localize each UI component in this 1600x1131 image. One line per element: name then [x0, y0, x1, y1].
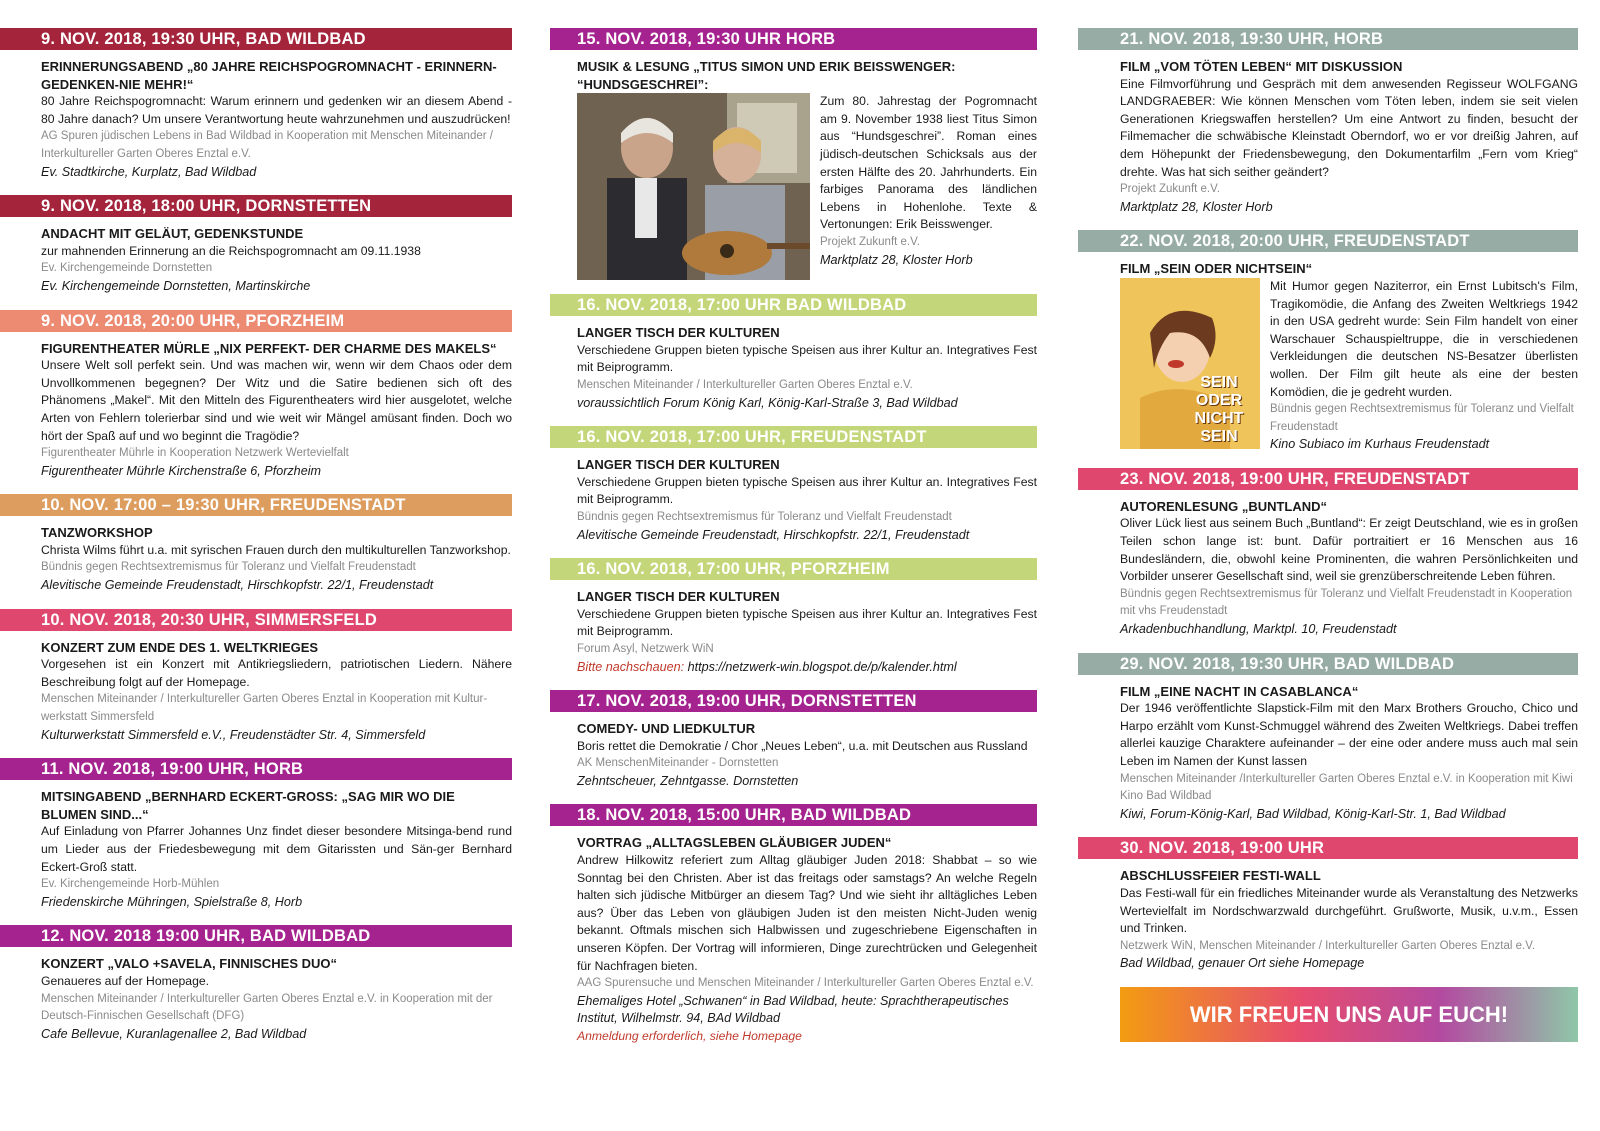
event-card [1078, 837, 1578, 973]
event-date-header: 21. NOV. 2018, 19:30 UHR, HORB [1078, 28, 1578, 50]
event-card [0, 609, 512, 745]
event-title: COMEDY- UND LIEDKULTUR [577, 721, 756, 737]
event-venue: Ev. Stadtkirche, Kurplatz, Bad Wildbad [41, 164, 257, 179]
event-venue: voraussichtlich Forum König Karl, König-Karl-Straße 3, Bad Wildbad [577, 395, 958, 410]
registration-note: Anmeldung erforderlich, siehe Homepage [577, 1029, 802, 1043]
event-organizer: Netzwerk WiN, Menschen Miteinander / Interkultureller Garten Oberes Enztal e.V. [1120, 939, 1536, 952]
event-title: LANGER TISCH DER KULTUREN [577, 457, 780, 473]
event-date-header: 9. NOV. 2018, 18:00 UHR, DORNSTETTEN [0, 195, 512, 217]
event-title: MITSINGABEND „BERNHARD ECKERT-GROSS: „SAG MIR WO DIE BLUMEN SIND...“ [41, 789, 455, 822]
event-card [0, 758, 512, 911]
event-card [550, 28, 1037, 280]
event-title: FILM „VOM TÖTEN LEBEN“ MIT DISKUSSION [1120, 59, 1403, 74]
event-date-header: 10. NOV. 17:00 – 19:30 UHR, FREUDENSTADT [0, 494, 512, 516]
event-date-header: 11. NOV. 2018, 19:00 UHR, HORB [0, 758, 512, 780]
event-date-header: 29. NOV. 2018, 19:30 UHR, BAD WILDBAD [1078, 653, 1578, 675]
event-organizer: Projekt Zukunft e.V. [820, 235, 920, 248]
event-title: LANGER TISCH DER KULTUREN [577, 589, 780, 605]
event-description: Mit Humor gegen Naziterror, ein Ernst Lubitsch's Film, Tragikomödie, die Anfang des Zweiten Weltkriegs 1942 in den USA gedreht wurde: Sein Film handelt von einer Warschauer Schauspieltruppe, die in verschiedenen Verkleidungen die deutschen NS-Besatzer überlisten wollen. Der Film gilt heute als eine der besten Komödien, die je gedreht wurden. [1270, 278, 1578, 399]
event-date-header: 22. NOV. 2018, 20:00 UHR, FREUDENSTADT [1078, 230, 1578, 252]
event-venue: Kino Subiaco im Kurhaus Freudenstadt [1270, 437, 1490, 452]
event-description: Eine Filmvorführung und Gespräch mit dem anwesenden Regisseur WOLFGANG LANDGRAEBER: Wie können Menschen vom Töten leben, indem sie seit vielen Generationen Kriegswaffen herstellen? Um eine Antwort zu finden, besucht der Filmemacher die schwäbische Kleinstadt Oberndorf, wo er vor dreißig Jahren, auf dem Höhepunkt der Friedensbewegung, den Dokumentarfilm „Fern vom Krieg“ drehte. Was hat sich seither geändert? [1120, 76, 1578, 179]
event-card [1078, 230, 1578, 454]
event-date-header: 30. NOV. 2018, 19:00 UHR [1078, 837, 1578, 859]
event-venue: Kulturwerkstatt Simmersfeld e.V., Freudenstädter Str. 4, Simmersfeld [41, 727, 426, 742]
event-organizer: Bündnis gegen Rechtsextremismus für Toleranz und Vielfalt Freudenstadt [41, 561, 416, 574]
check-note: Bitte nachschauen: [577, 659, 688, 674]
event-venue: Kiwi, Forum-König-Karl, Bad Wildbad, König-Karl-Str. 1, Bad Wildbad [1120, 806, 1506, 821]
column-right [1078, 28, 1578, 1042]
event-description: Verschiedene Gruppen bieten typische Speisen aus ihrer Kultur an. Integratives Fest mit Beiprogramm. [577, 606, 1037, 639]
event-title: TANZWORKSHOP [41, 525, 153, 541]
event-venue: Alevitische Gemeinde Freudenstadt, Hirschkopfstr. 22/1, Freudenstadt [41, 578, 434, 593]
event-card [0, 310, 512, 481]
column-left [0, 28, 512, 1057]
event-card [550, 690, 1037, 790]
event-organizer: Bündnis gegen Rechtsextremismus für Toleranz und Vielfalt Freudenstadt [1270, 403, 1574, 433]
event-organizer: Menschen Miteinander / Interkultureller Garten Oberes Enztal e.V. in Kooperation mit der Deutsch-Finnischen Gesellschaft (DFG) [41, 992, 493, 1023]
event-description: zur mahnenden Erinnerung an die Reichspogromnacht am 09.11.1938 [41, 243, 421, 258]
event-organizer: AAG Spurensuche und Menschen Miteinander / Interkultureller Garten Oberes Enztal e.V. [577, 977, 1034, 990]
event-organizer: Figurentheater Mührle in Kooperation Netzwerk Wertevielfalt [41, 447, 349, 460]
event-date-header: 16. NOV. 2018, 17:00 UHR, PFORZHEIM [550, 558, 1037, 580]
event-card [550, 804, 1037, 1045]
event-card [1078, 653, 1578, 824]
event-date-header: 12. NOV. 2018 19:00 UHR, BAD WILDBAD [0, 925, 512, 947]
event-card [0, 494, 512, 594]
event-title: ABSCHLUSSFEIER FESTI-WALL [1120, 868, 1321, 884]
event-date-header: 10. NOV. 2018, 20:30 UHR, SIMMERSFELD [0, 609, 512, 631]
event-title: FIGURENTHEATER MÜRLE „NIX PERFEKT- DER CHARME DES MAKELS“ [41, 340, 497, 356]
poster-title: SEIN ODER NICHT SEIN [1194, 373, 1244, 445]
event-title: KONZERT ZUM ENDE DES 1. WELTKRIEGES [41, 639, 319, 655]
event-title: ANDACHT MIT GELÄUT, GEDENKSTUNDE [41, 226, 304, 242]
event-card [0, 925, 512, 1043]
event-title: FILM „EINE NACHT IN CASABLANCA“ [1120, 683, 1359, 699]
event-venue: Friedenskirche Mühringen, Spielstraße 8, Horb [41, 894, 303, 909]
event-venue: Bad Wildbad, genauer Ort siehe Homepage [1120, 956, 1365, 971]
event-venue: Zehntscheuer, Zehntgasse. Dornstetten [577, 773, 799, 788]
event-date-header: 9. NOV. 2018, 19:30 UHR, BAD WILDBAD [0, 28, 512, 50]
event-date-header: 16. NOV. 2018, 17:00 UHR, FREUDENSTADT [550, 426, 1037, 448]
event-description: Unsere Welt soll perfekt sein. Und was machen wir, wenn wir dem Chaos oder dem Unvollkommenen begegnen? Der Witz und die Satire bedienen sich oft des Phänomens „Makel“. Mit den Mitteln des Figurentheaters wird hier ausgelotet, welche Arten von Fehlern tolerierbar sind und wie weit wir Mängel amüsant finden. Doch wo hört der Spaß auf und wo beginnt die Tragödie? [41, 358, 512, 443]
event-description: Zum 80. Jahrestag der Pogromnacht am 9. November 1938 liest Titus Simon aus “Hundsgeschrei”. Roman eines jüdisch-deutschen Schicksals aus der ersten Hälfte des 20. Jahrhunderts. Ein farbiges Panorama des ländlichen Lebens in Hohenlohe. Texte & Vertonungen: Erik Beisswenger. [820, 94, 1037, 232]
event-organizer: Projekt Zukunft e.V. [1120, 183, 1220, 196]
event-description: Oliver Lück liest aus seinem Buch „Buntland“: Er zeigt Deutschland, wie es in großen Teilen schon lange ist: bunt. Dafür portraitiert er 16 Menschen aus 16 Bundesländern, die, obwohl keine Prominenten, die wahren Persönlichkeiten und Vorbilder unserer Gesellschaft sind, weil sie grenzüberschreitende Leben führen. [1120, 516, 1578, 584]
event-title: MUSIK & LESUNG „TITUS SIMON UND ERIK BEISSWENGER: “HUNDSGESCHREI”: [577, 59, 956, 92]
event-organizer: Menschen Miteinander / Interkultureller Garten Oberes Enztal e.V. [577, 378, 913, 391]
event-organizer: Bündnis gegen Rechtsextremismus für Toleranz und Vielfalt Freudenstadt [577, 510, 952, 523]
event-venue: Figurentheater Mührle Kirchenstraße 6, Pforzheim [41, 463, 321, 478]
event-organizer: Ev. Kirchengemeinde Horb-Mühlen [41, 878, 220, 891]
event-date-header: 18. NOV. 2018, 15:00 UHR, BAD WILDBAD [550, 804, 1037, 826]
event-date-header: 15. NOV. 2018, 19:30 UHR HORB [550, 28, 1037, 50]
event-title: LANGER TISCH DER KULTUREN [577, 325, 780, 341]
event-date-header: 16. NOV. 2018, 17:00 UHR BAD WILDBAD [550, 294, 1037, 316]
event-description: Verschiedene Gruppen bieten typische Speisen aus ihrer Kultur an. Integratives Fest mit Beiprogramm. [577, 342, 1037, 375]
event-description: Genaueres auf der Homepage. [41, 973, 210, 988]
event-card [550, 294, 1037, 412]
column-middle [550, 28, 1037, 1060]
event-venue: Marktplatz 28, Kloster Horb [1120, 199, 1273, 214]
event-description: Vorgesehen ist ein Konzert mit Antikriegsliedern, patriotischen Liedern. Nähere Beschreibung folgt auf der Homepage. [41, 657, 512, 689]
event-date-header: 9. NOV. 2018, 20:00 UHR, PFORZHEIM [0, 310, 512, 332]
event-venue: Ehemaliges Hotel „Schwanen“ in Bad Wildbad, heute: Sprachtherapeutisches Institut, Wilhelmstr. 94, BAd Wildbad [577, 993, 1009, 1026]
event-organizer: AK MenschenMiteinander - Dornstetten [577, 757, 779, 770]
event-venue-line [577, 659, 1037, 677]
film-poster [1120, 278, 1260, 449]
event-venue: Alevitische Gemeinde Freudenstadt, Hirschkopfstr. 22/1, Freudenstadt [577, 527, 970, 542]
event-title: AUTORENLESUNG „BUNTLAND“ [1120, 498, 1328, 514]
event-description: Das Festi-wall für ein friedliches Miteinander wurde als Veranstaltung des Netzwerks Wertevielfalt im Nordschwarzwald durchgeführt. Grußworte, Musik, u.v.m., Essen und Trinken. [1120, 885, 1578, 936]
event-venue: Marktplatz 28, Kloster Horb [820, 252, 973, 267]
event-venue: Cafe Bellevue, Kuranlagenallee 2, Bad Wildbad [41, 1026, 307, 1041]
event-description: Der 1946 veröffentlichte Slapstick-Film mit den Marx Brothers Groucho, Chico und Harpo erzählt vom Kunst-Schmuggel während des Zweiten Weltkriegs. Dabei treffen allerlei kauzige Charaktere aufeinander – der eine oder andere muss auch mal sein Leben im Namen der Kunst lassen [1120, 701, 1578, 768]
event-title: VORTRAG „ALLTAGSLEBEN GLÄUBIGER JUDEN“ [577, 835, 892, 851]
calendar-link[interactable]: https://netzwerk-win.blogspot.de/p/kalender.html [687, 659, 957, 674]
event-description: Verschiedene Gruppen bieten typische Speisen aus ihrer Kultur an. Integratives Fest mit Beiprogramm. [577, 474, 1037, 507]
event-organizer: AG Spuren jüdischen Lebens in Bad Wildbad in Kooperation mit Menschen Miteinander / Interkultureller Garten Oberes Enztal e.V. [41, 130, 493, 160]
event-organizer: Forum Asyl, Netzwerk WiN [577, 642, 714, 655]
event-card [550, 558, 1037, 676]
event-organizer: Menschen Miteinander / Interkultureller Garten Oberes Enztal in Kooperation mit Kultur-werkstatt Simmersfeld [41, 693, 488, 724]
event-organizer: Ev. Kirchengemeinde Dornstetten [41, 262, 213, 275]
event-card [550, 426, 1037, 544]
event-description: Auf Einladung von Pfarrer Johannes Unz findet dieser besondere Mitsinga-bend rund um Lieder aus der Friedesbewegung mit dem Gitarissten und Sän-ger Bernhard Eckert-Groß statt. [41, 824, 512, 874]
event-card [0, 195, 512, 295]
event-title: ERINNERUNGSABEND „80 JAHRE REICHSPOGROMNACHT - ERINNERN-GEDENKEN-NIE MEHR!“ [41, 59, 497, 92]
event-date-header: 23. NOV. 2018, 19:00 UHR, FREUDENSTADT [1078, 468, 1578, 490]
event-venue: Ev. Kirchengemeinde Dornstetten, Martinskirche [41, 278, 311, 293]
event-title: KONZERT „VALO +SAVELA, FINNISCHES DUO“ [41, 956, 338, 972]
event-title: FILM „SEIN ODER NICHTSEIN“ [1120, 261, 1313, 277]
event-description: Christa Wilms führt u.a. mit syrischen Frauen durch den multikulturellen Tanzworkshop. [41, 542, 511, 557]
musicians-illustration [577, 93, 810, 280]
musicians-photo [577, 93, 810, 280]
closing-banner: WIR FREUEN UNS AUF EUCH! [1120, 987, 1578, 1042]
event-venue: Arkadenbuchhandlung, Marktpl. 10, Freudenstadt [1120, 622, 1397, 637]
event-card [1078, 468, 1578, 639]
event-organizer: Menschen Miteinander /Interkultureller Garten Oberes Enztal e.V. in Kooperation mit Kiwi Kino Bad Wildbad [1120, 772, 1573, 803]
event-description: Andrew Hilkowitz referiert zum Alltag gläubiger Juden 2018: Shabbat – so wie Sonntag bei den Christen. Aber ist das freitags oder samstags? An welche Regeln halten sich jüdische Mitbürger an diesem Tag? Und wie sieht ihr alltägliches Leben aus? Über das Leben von gläubigen Juden ist den meisten Nicht-Juden wenig bekannt. Oftmals mischen sich Halbwissen und zugeschriebene Eigenschaften in unseren Köpfen. Der Vortrag will informieren, Dinge zurechtrücken und Gelegenheit für Nachfragen bieten. [577, 853, 1037, 973]
event-description: 80 Jahre Reichspogromnacht: Warum erinnern und gedenken wir an diesem Abend - 80 Jahre danach? Um unsere Verantwortung heute wahrzunehmen und auszudrücken! [41, 94, 512, 126]
event-description: Boris rettet die Demokratie / Chor „Neues Leben“, u.a. mit Deutschen aus Russland [577, 738, 1028, 753]
event-card [0, 28, 512, 181]
event-card [1078, 28, 1578, 216]
event-organizer: Bündnis gegen Rechtsextremismus für Toleranz und Vielfalt Freudenstadt in Kooperation mit vhs Freudenstadt [1120, 587, 1573, 618]
event-date-header: 17. NOV. 2018, 19:00 UHR, DORNSTETTEN [550, 690, 1037, 712]
